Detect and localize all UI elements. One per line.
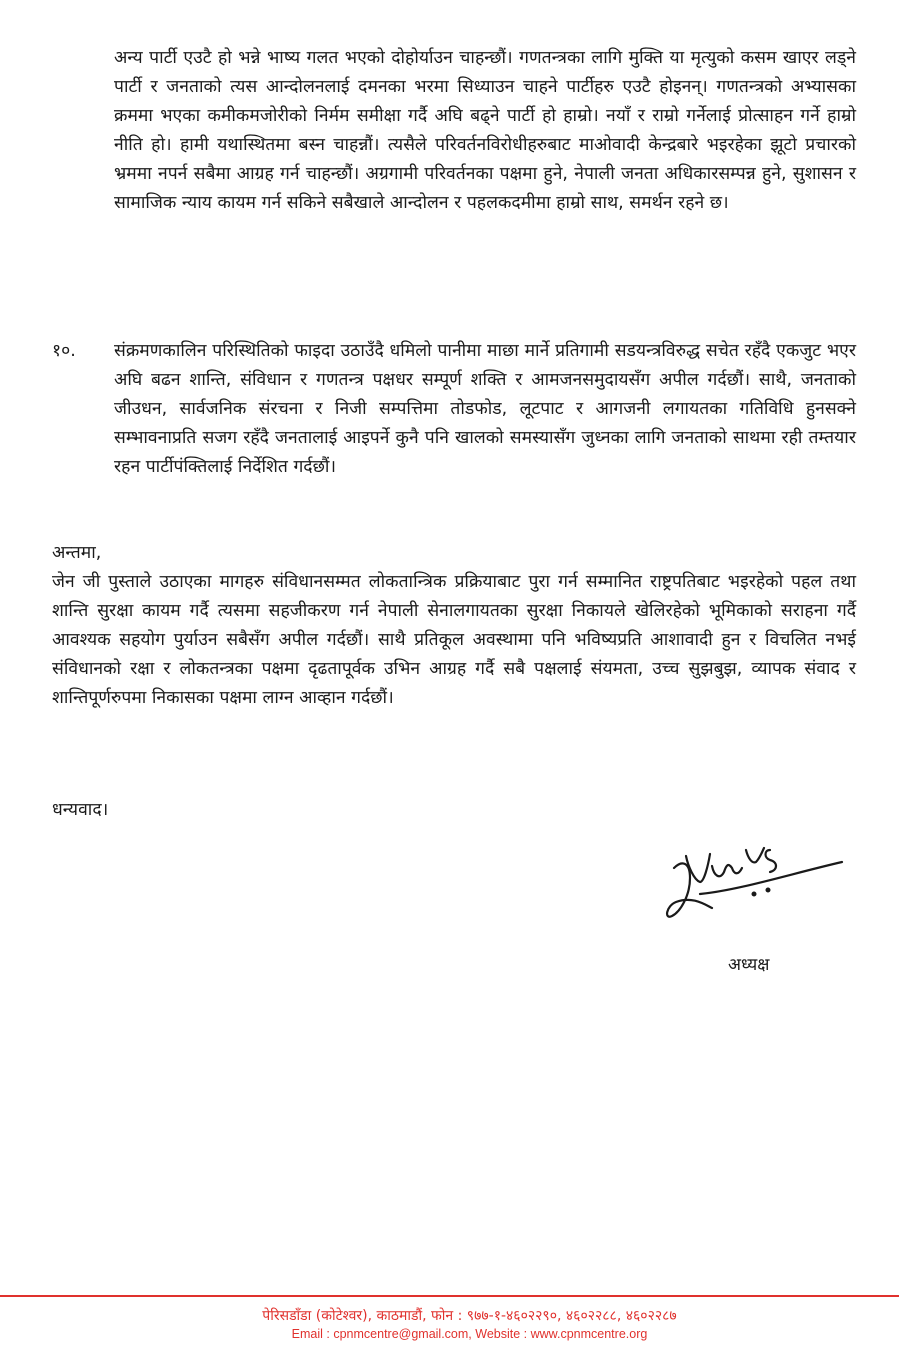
closing-paragraph: जेन जी पुस्ताले उठाएका मागहरु संविधानसम्मत लोकतान्त्रिक प्रक्रियाबाट पुरा गर्न सम्मानित राष्ट्रपतिबाट भइरहेको पहल तथा शान्ति सुरक्षा कायम गर्दै त्यसमा सहजीकरण गर्न नेपाली सेनालगायतका सुरक्षा निकायले खेलिरहेको भूमिकाको सराहना गर्दै आवश्यक सहयोग पुर्याउन सबैसँग अपील गर्दछौं। साथै प्रतिकूल अवस्थामा पनि भविष्यप्रति आशावादी हुन र विचलित नभई संविधानको रक्षा र लोकतन्त्रका पक्षमा दृढतापूर्वक उभिन आग्रह गर्दै सबै पक्षलाई संयमता, उच्च सुझबुझ, व्यापक संवाद र शान्तिपूर्णरुपमा निकासका पक्षमा लाग्न आव्हान गर्दछौं। <box>52 572 856 708</box>
continued-paragraph: अन्य पार्टी एउटै हो भन्ने भाष्य गलत भएको दोहोर्याउन चाहन्छौं। गणतन्त्रका लागि मुक्ति या मृत्युको कसम खाएर लड्ने पार्टी र जनताको त्यस आन्दोलनलाई दमनका भरमा सिध्याउन चाहने पार्टीहरु एउटै होइनन्। गणतन्त्रको अभ्यासका क्रममा भएका कमीकमजोरीको निर्मम समीक्षा गर्दै अघि बढ्ने पार्टी हो हाम्रो। नयाँ र राम्रो गर्नेलाई प्रोत्साहन गर्ने हाम्रो नीति हो। हामी यथास्थितमा बस्न चाहन्नौं। त्यसैले परिवर्तनविरोधीहरुबाट माओवादी केन्द्रबारे भइरहेका झूटो प्रचारको भ्रममा नपर्न सबैमा आग्रह गर्न चाहन्छौं। अग्रगामी परिवर्तनका पक्षमा हुने, नेपाली जनता अधिकारसम्पन्न हुने, सुशासन र सामाजिक न्याय कायम गर्न सकिने सबैखाले आन्दोलन र पहलकदमीमा हाम्रो साथ, समर्थन रहने छ। <box>114 48 856 213</box>
item-text: संक्रमणकालिन परिस्थितिको फाइदा उठाउँदै धमिलो पानीमा माछा मार्ने प्रतिगामी सडयन्त्रविरुद्ध सचेत रहँदै एकजुट भएर अघि बढन शान्ति, संविधान र गणतन्त्र पक्षधर सम्पूर्ण शक्ति र आमजनसमुदायसँग अपील गर्दछौं। साथै, जनताको जीउधन, सार्वजनिक संरचना र निजी सम्पत्तिमा तोडफोड, लूटपाट र आगजनी लगायतका गतिविधि हुनसक्ने सम्भावनाप्रति सजग रहँदै जनतालाई आइपर्ने कुनै पनि खालको समस्यासँग जुध्नका लागि जनताको साथमा रही तम्तयार रहन पार्टीपंक्तिलाई निर्देशित गर्दछौं। <box>114 341 856 477</box>
footer-divider <box>0 1295 899 1297</box>
signatory-title: अध्यक्ष <box>728 955 770 975</box>
thanks-text: धन्यवाद। <box>52 800 109 820</box>
footer-address: पेरिसडाँडा (कोटेश्वर), काठमाडौं, फोन : ९७७-१-४६०२२९०, ४६०२२८८, ४६०२२८७ <box>262 1308 677 1324</box>
closing-heading: अन्तमा, <box>52 543 102 563</box>
handwritten-signature <box>660 832 850 942</box>
footer-contact: Email : cpnmcentre@gmail.com, Website : www.cpnmcentre.org <box>291 1327 648 1341</box>
item-number: १०. <box>52 341 76 361</box>
